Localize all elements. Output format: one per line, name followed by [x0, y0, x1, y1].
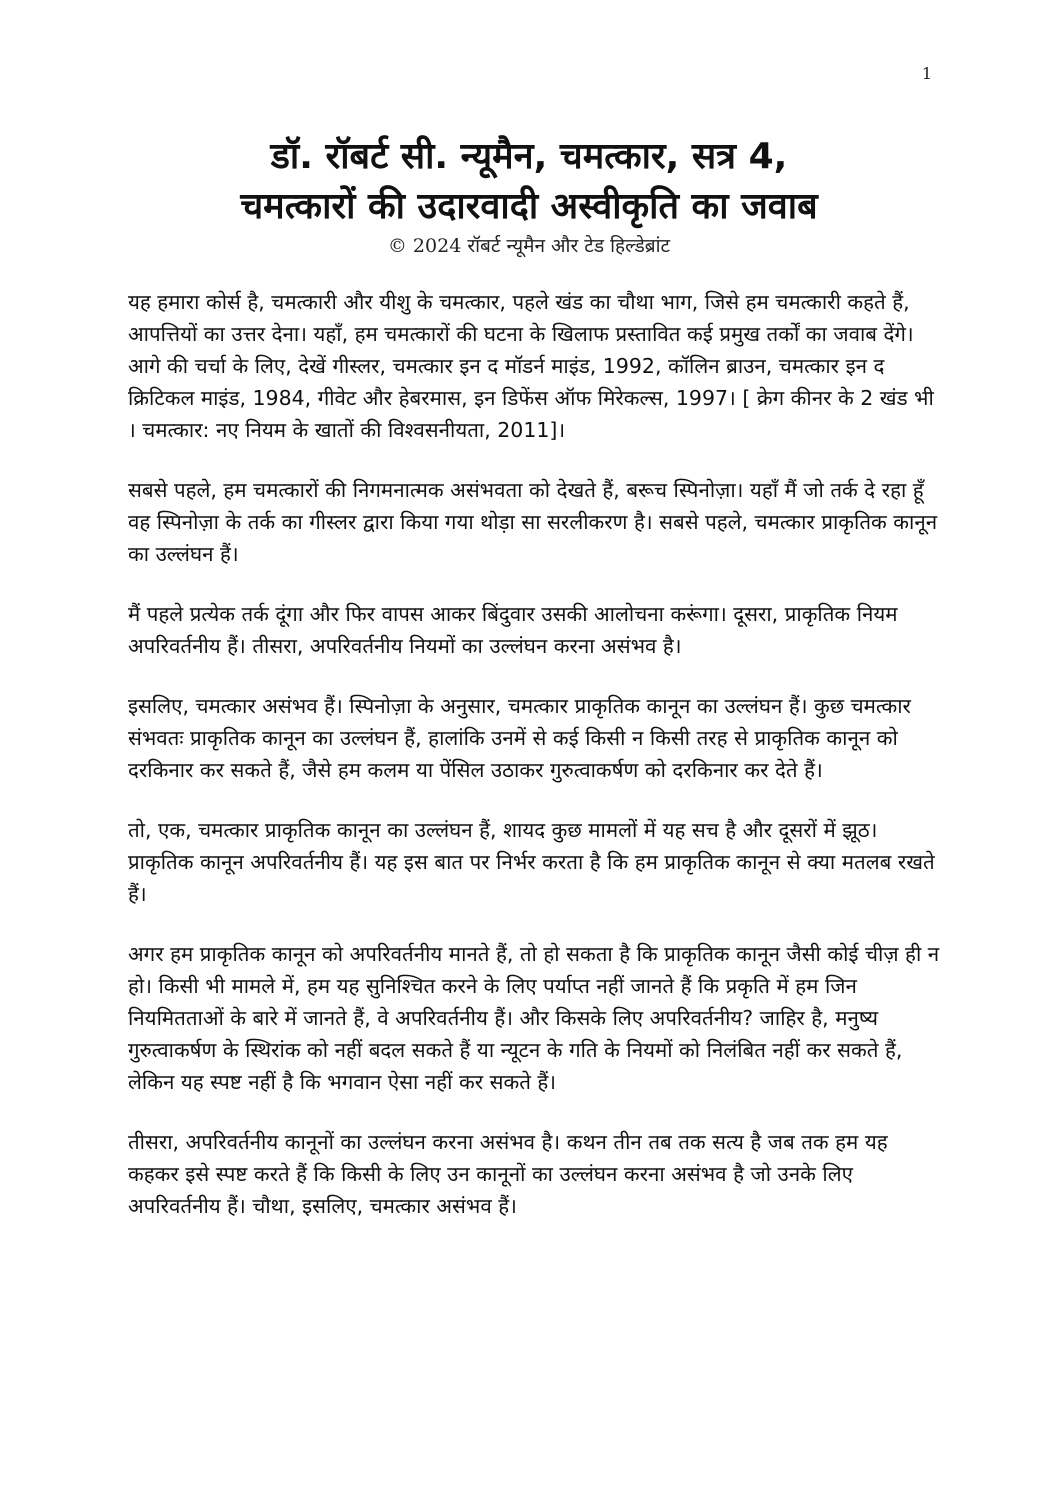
document-title-line-1: डॉ. रॉबर्ट सी. न्यूमैन, चमत्कार, सत्र 4, [270, 136, 788, 177]
document-title-line-2: चमत्कारों की उदारवादी अस्वीकृति का जवाब [240, 186, 818, 227]
document-body [128, 286, 940, 1250]
paragraph-1: यह हमारा कोर्स है, चमत्कारी और यीशु के चमत्कार, पहले खंड का चौथा भाग, जिसे हम चमत्कारी कहते हैं, आपत्तियों का उत्तर देना। यहाँ, हम चमत्कारों की घटना के खिलाफ प्रस्तावित कई प्रमुख तर्कों का जवाब देंगे। आगे की चर्चा के लिए, देखें गीस्लर, चमत्कार इन द मॉडर्न माइंड, 1992, कॉलिन ब्राउन, चमत्कार इन द क्रिटिकल माइंड, 1984, गीवेट और हेबरमास, इन डिफेंस ऑफ मिरेकल्स, 1997। [ क्रेग कीनर के 2 खंड भी । चमत्कार: नए नियम के खातों की विश्वसनीयता, 2011]। [128, 290, 934, 442]
page-number: 1 [921, 64, 932, 83]
paragraph-6: अगर हम प्राकृतिक कानून को अपरिवर्तनीय मानते हैं, तो हो सकता है कि प्राकृतिक कानून जैसी कोई चीज़ ही न हो। किसी भी मामले में, हम यह सुनिश्चित करने के लिए पर्याप्त नहीं जानते हैं कि प्रकृति में हम जिन नियमितताओं के बारे में जानते हैं, वे अपरिवर्तनीय हैं। और किसके लिए अपरिवर्तनीय? जाहिर है, मनुष्य गुरुत्वाकर्षण के स्थिरांक को नहीं बदल सकते हैं या न्यूटन के गति के नियमों को निलंबित नहीं कर सकते हैं, लेकिन यह स्पष्ट नहीं है कि भगवान ऐसा नहीं कर सकते हैं। [128, 942, 940, 1094]
copyright-notice: © 2024 रॉबर्ट न्यूमैन और टेड हिल्डेब्रांट [387, 235, 671, 257]
paragraph-4: इसलिए, चमत्कार असंभव हैं। स्पिनोज़ा के अनुसार, चमत्कार प्राकृतिक कानून का उल्लंघन हैं। कुछ चमत्कार संभवतः प्राकृतिक कानून का उल्लंघन हैं, हालांकि उनमें से कई किसी न किसी तरह से प्राकृतिक कानून को दरकिनार कर सकते हैं, जैसे हम कलम या पेंसिल उठाकर गुरुत्वाकर्षण को दरकिनार कर देते हैं। [128, 694, 911, 782]
paragraph-2: सबसे पहले, हम चमत्कारों की निगमनात्मक असंभवता को देखते हैं, बरूच स्पिनोज़ा। यहाँ मैं जो तर्क दे रहा हूँ वह स्पिनोज़ा के तर्क का गीस्लर द्वारा किया गया थोड़ा सा सरलीकरण है। सबसे पहले, चमत्कार प्राकृतिक कानून का उल्लंघन हैं। [128, 478, 938, 566]
paragraph-5: तो, एक, चमत्कार प्राकृतिक कानून का उल्लंघन हैं, शायद कुछ मामलों में यह सच है और दूसरों में झूठ। प्राकृतिक कानून अपरिवर्तनीय हैं। यह इस बात पर निर्भर करता है कि हम प्राकृतिक कानून से क्या मतलब रखते हैं। [128, 818, 935, 906]
paragraph-3: मैं पहले प्रत्येक तर्क दूंगा और फिर वापस आकर बिंदुवार उसकी आलोचना करूंगा। दूसरा, प्राकृतिक नियम अपरिवर्तनीय हैं। तीसरा, अपरिवर्तनीय नियमों का उल्लंघन करना असंभव है। [128, 602, 898, 658]
paragraph-7: तीसरा, अपरिवर्तनीय कानूनों का उल्लंघन करना असंभव है। कथन तीन तब तक सत्य है जब तक हम यह कहकर इसे स्पष्ट करते हैं कि किसी के लिए उन कानूनों का उल्लंघन करना असंभव है जो उनके लिए अपरिवर्तनीय हैं। चौथा, इसलिए, चमत्कार असंभव हैं। [128, 1130, 888, 1218]
document-header [128, 132, 930, 260]
